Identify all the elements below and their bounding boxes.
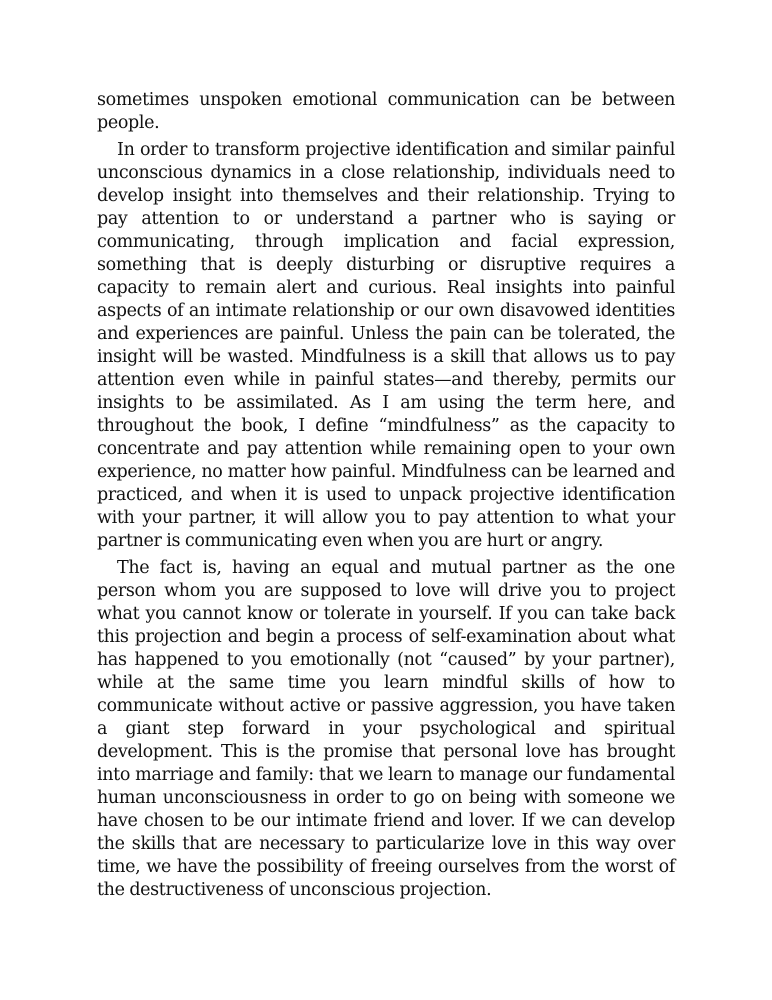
page-body [97, 89, 675, 906]
paragraph-projection: The fact is, having an equal and mutual partner as the one person whom you are supposed to love will drive you to project what you cannot know or tolerate in yourself. If you can take back this projection and begin a process of self-examination about what has happened to you emotionally (not “caused” by your partner), while at the same time you learn mindful skills of how to communicate without active or passive aggression, you have taken a giant step forward in your psychological and spiritual development. This is the promise that personal love has brought into marriage and family: that we learn to manage our fundamental human unconsciousness in order to go on being with someone we have chosen to be our intimate friend and lover. If we can develop the skills that are necessary to particularize love in this way over time, we have the possibility of freeing ourselves from the worst of the destructiveness of unconscious projection. [97, 558, 675, 900]
paragraph-continuation: sometimes unspoken emotional communication can be between people. [97, 90, 675, 133]
paragraph-mindfulness: In order to transform projective identification and similar painful unconscious dynamics in a close relationship, individuals need to develop insight into themselves and their relationship. Trying to pay attention to or understand a partner who is saying or communicating, through implication and facial expression, something that is deeply disturbing or disruptive requires a capacity to remain alert and curious. Real insights into painful aspects of an intimate relationship or our own disavowed identities and experiences are painful. Unless the pain can be tolerated, the insight will be wasted. Mindfulness is a skill that allows us to pay attention even while in painful states—and thereby, permits our insights to be assimilated. As I am using the term here, and throughout the book, I define “mindfulness” as the capacity to concentrate and pay attention while remaining open to your own experience, no matter how painful. Mindfulness can be learned and practiced, and when it is used to unpack projective identification with your partner, it will allow you to pay attention to what your partner is communicating even when you are hurt or angry. [97, 140, 675, 551]
